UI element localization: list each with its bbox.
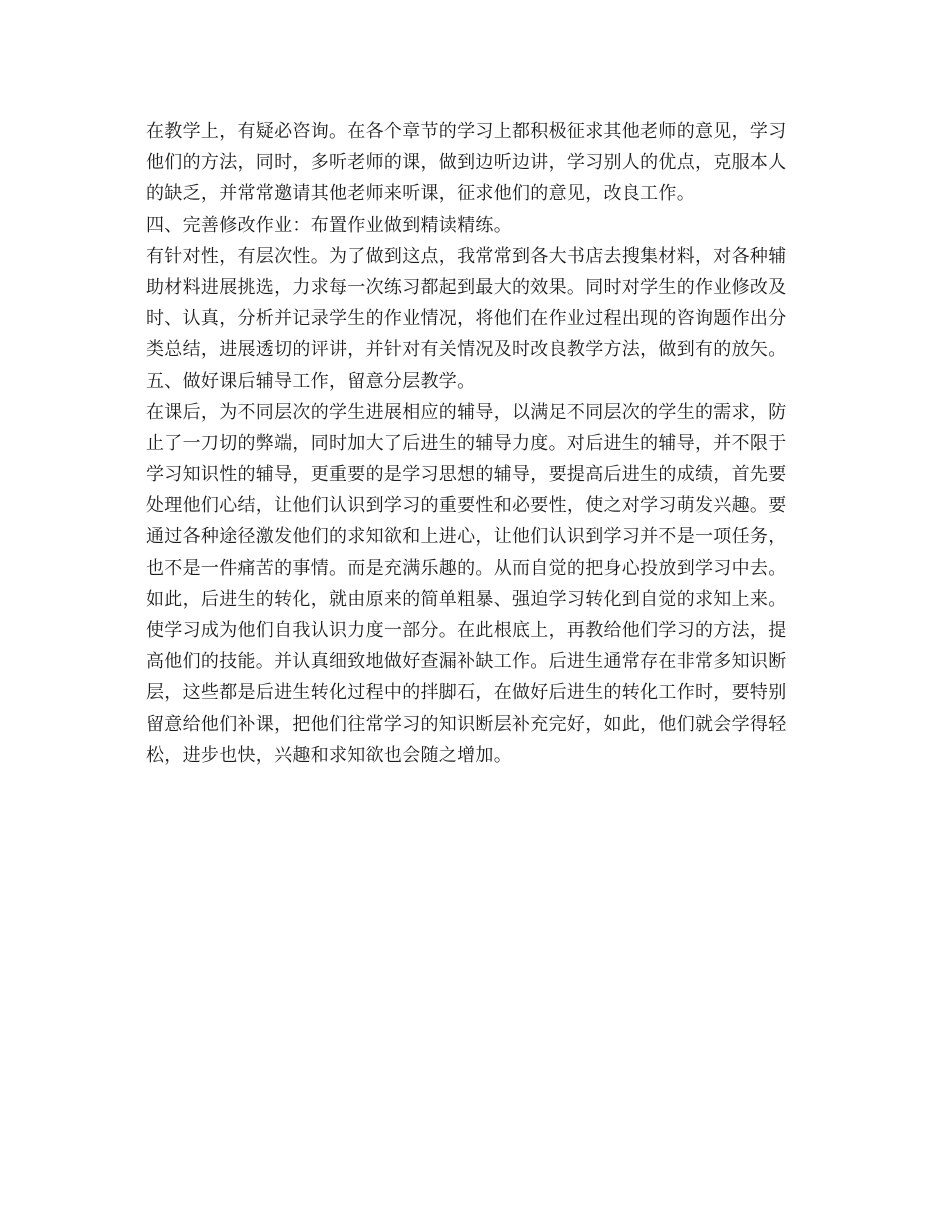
text-line: 高他们的技能。并认真细致地做好查漏补缺工作。后进生通常存在非常多知识断: [146, 651, 787, 673]
text-line: 止了一刀切的弊端，同时加大了后进生的辅导力度。对后进生的辅导，并不限于: [146, 432, 787, 454]
text-line: 有针对性，有层次性。为了做到这点，我常常到各大书店去搜集材料，对各种辅: [146, 245, 787, 267]
text-line: 也不是一件痛苦的事情。而是充满乐趣的。从而自觉的把身心投放到学习中去。: [146, 557, 787, 579]
text-line: 学习知识性的辅导，更重要的是学习思想的辅导，要提高后进生的成绩，首先要: [146, 464, 787, 486]
text-line: 使学习成为他们自我认识力度一部分。在此根底上，再教给他们学习的方法，提: [146, 620, 787, 641]
section-heading-5: 五、做好课后辅导工作，留意分层教学。: [146, 370, 476, 392]
text-line: 如此，后进生的转化，就由原来的简单粗暴、强迫学习转化到自觉的求知上来。: [146, 588, 787, 610]
text-line: 助材料进展挑选，力求每一次练习都起到最大的效果。同时对学生的作业修改及: [146, 276, 787, 298]
document-body: [146, 116, 806, 771]
text-line: 他们的方法，同时，多听老师的课，做到边听边讲，学习别人的优点，克服本人: [146, 152, 787, 174]
text-line: 时、认真，分析并记录学生的作业情况，将他们在作业过程出现的咨询题作出分: [146, 308, 787, 330]
section-heading-4: 四、完善修改作业：布置作业做到精读精练。: [146, 214, 512, 236]
text-line: 类总结，进展透切的评讲，并针对有关情况及时改良教学方法，做到有的放矢。: [146, 339, 787, 361]
text-line: 在教学上，有疑必咨询。在各个章节的学习上都积极征求其他老师的意见，学习: [146, 121, 787, 142]
text-line: 层，这些都是后进生转化过程中的拌脚石，在做好后进生的转化工作时，要特别: [146, 682, 787, 704]
text-line: 通过各种途径激发他们的求知欲和上进心，让他们认识到学习并不是一项任务，: [146, 526, 787, 548]
text-line: 的缺乏，并常常邀请其他老师来听课，征求他们的意见，改良工作。: [146, 183, 695, 205]
text-line: 留意给他们补课，把他们往常学习的知识断层补充完好，如此，他们就会学得轻: [146, 713, 787, 735]
text-line: 松，进步也快，兴趣和求知欲也会随之增加。: [146, 744, 512, 766]
text-line: 处理他们心结，让他们认识到学习的重要性和必要性，使之对学习萌发兴趣。要: [146, 495, 787, 517]
text-line: 在课后，为不同层次的学生进展相应的辅导，以满足不同层次的学生的需求，防: [146, 401, 787, 423]
